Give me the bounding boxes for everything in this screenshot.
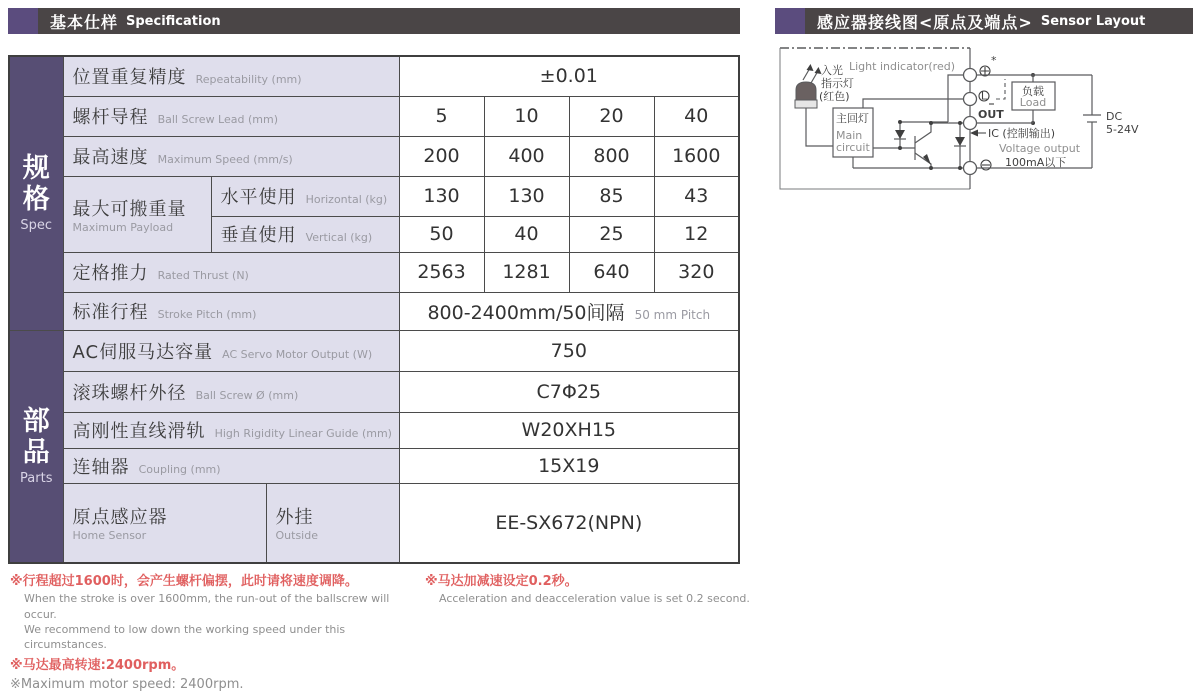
header-title-zh: 感应器接线图<原点及端点>	[817, 12, 1033, 32]
zener-diode-icon	[954, 123, 966, 168]
value-repeatability: ±0.01	[399, 56, 739, 96]
row-rated-thrust	[9, 252, 739, 292]
label-home-sensor	[63, 483, 266, 563]
label-en: Stroke Pitch (mm)	[157, 308, 257, 321]
note-stroke-en1: When the stroke is over 1600mm, the run-out of the ballscrew will occur.	[24, 592, 390, 621]
row-ball-screw-lead	[9, 96, 739, 136]
load-en: Load	[1019, 96, 1047, 109]
value-cell: 40	[484, 216, 569, 252]
value-zh: 800-2400mm/50间隔	[427, 301, 625, 324]
label-vertical	[211, 216, 399, 252]
value-cell: 1600	[654, 136, 739, 176]
value-cell: 85	[569, 176, 654, 216]
light-arrows-icon	[803, 64, 822, 83]
sidebar-parts-en: Parts	[20, 471, 53, 487]
light-indicator-zh-1: 入光	[821, 64, 843, 77]
label-zh: 滚珠螺杆外径	[72, 382, 187, 404]
circle-L-icon	[979, 90, 994, 105]
dc-battery-icon	[1083, 75, 1101, 168]
row-home-sensor	[9, 483, 739, 563]
value-cell: 640	[569, 252, 654, 292]
value-cell: 12	[654, 216, 739, 252]
terminal-minus	[964, 162, 977, 175]
svg-text:L: L	[980, 89, 988, 103]
light-indicator-zh-2: 指示灯	[821, 77, 854, 90]
label-en: Ball Screw Lead (mm)	[157, 113, 278, 126]
load-zh: 负载	[1022, 85, 1044, 98]
light-dashed-wire	[996, 79, 1005, 99]
voltage-output-label: Voltage output	[999, 142, 1081, 155]
main-circuit-en1: Main	[836, 129, 863, 142]
label-en: Home Sensor	[72, 529, 147, 543]
value-cell: 43	[654, 176, 739, 216]
row-payload-horizontal	[9, 176, 739, 216]
header-title-en: Sensor Layout	[1040, 13, 1146, 29]
note-motor-speed-en: ※Maximum motor speed: 2400rpm.	[10, 676, 244, 692]
header-title-zh: 基本仕样	[50, 12, 119, 32]
row-servo-output	[9, 330, 739, 371]
value-servo-output: 750	[399, 330, 739, 371]
terminal-plus	[964, 69, 977, 82]
sidebar-spec-zh: 规格	[22, 153, 50, 216]
label-en: Maximum Payload	[72, 220, 174, 234]
value-cell: 2563	[399, 252, 484, 292]
terminal-light	[964, 93, 977, 106]
label-max-payload	[63, 176, 211, 252]
footnotes-right	[425, 573, 765, 607]
value-ball-screw-dia: C7Φ25	[399, 371, 739, 412]
label-en: AC Servo Motor Output (W)	[222, 347, 373, 361]
header-bar	[805, 8, 1193, 34]
junction-dot	[958, 166, 962, 170]
value-cell: 5	[399, 96, 484, 136]
ic-arrow-icon	[970, 130, 986, 137]
sidebar-parts-zh: 部品	[22, 406, 50, 469]
junction-dot	[958, 121, 962, 125]
value-cell: 130	[484, 176, 569, 216]
label-en: High Rigidity Linear Guide (mm)	[214, 427, 392, 440]
sensor-wiring-diagram	[775, 42, 1200, 200]
sidebar-spec	[9, 56, 63, 330]
accent-square	[8, 8, 38, 34]
label-en: Ball Screw Ø (mm)	[195, 388, 299, 402]
value-cell: 800	[569, 136, 654, 176]
label-en: Coupling (mm)	[138, 462, 221, 476]
section-header-specification	[8, 8, 740, 34]
label-zh: 原点感应器	[72, 507, 168, 529]
label-zh: 连轴器	[72, 456, 130, 478]
row-stroke	[9, 292, 739, 330]
label-stroke	[63, 292, 399, 330]
value-cell: 20	[569, 96, 654, 136]
label-zh: 垂直使用	[220, 225, 297, 246]
label-en: Rated Thrust (N)	[157, 269, 249, 282]
note-stroke-en2: We recommend to low down the working speed under this circumstances.	[24, 622, 346, 652]
value-cell: 200	[399, 136, 484, 176]
label-en: Maximum Speed (mm/s)	[157, 153, 293, 166]
section-header-sensor-layout	[775, 8, 1193, 34]
value-cell: 40	[654, 96, 739, 136]
label-zh: 最大可搬重量	[72, 198, 187, 220]
label-outside	[266, 483, 399, 563]
label-en: Repeatability (mm)	[195, 73, 302, 87]
row-ball-screw-dia	[9, 371, 739, 412]
asterisk: *	[991, 54, 997, 67]
value-cell: 400	[484, 136, 569, 176]
row-repeatability	[9, 56, 739, 96]
junction-dot	[898, 120, 902, 124]
current-limit-label: 100mA以下	[1005, 156, 1067, 169]
footnotes-left	[10, 573, 418, 694]
value-cell: 25	[569, 216, 654, 252]
value-coupling: 15X19	[399, 448, 739, 483]
junction-dot	[929, 166, 933, 170]
label-repeatability	[63, 56, 399, 96]
label-rated-thrust	[63, 252, 399, 292]
note-motor-speed-zh: ※马达最高转速:2400rpm。	[10, 657, 185, 673]
label-max-speed	[63, 136, 399, 176]
value-cell: 1281	[484, 252, 569, 292]
junction-dot	[898, 146, 902, 150]
label-en: Vertical (kg)	[305, 231, 373, 244]
row-max-speed	[9, 136, 739, 176]
light-indicator-zh-3: (红色)	[819, 90, 850, 103]
spec-table	[8, 55, 740, 564]
label-zh: 最高速度	[72, 147, 149, 168]
light-indicator-en: Light indicator(red)	[849, 60, 955, 73]
sidebar-parts	[9, 330, 63, 563]
label-zh: 标准行程	[72, 302, 149, 323]
label-horizontal	[211, 176, 399, 216]
label-zh: 水平使用	[220, 187, 297, 208]
led-lamp-icon	[795, 82, 817, 108]
label-zh: 位置重复精度	[72, 67, 187, 89]
note-accel-zh: ※马达加减速设定0.2秒。	[425, 574, 578, 589]
label-zh: AC伺服马达容量	[72, 341, 214, 363]
dc-voltage-label: 5-24V	[1106, 123, 1139, 136]
out-label: OUT	[978, 108, 1004, 121]
ic-label: IC (控制输出)	[988, 127, 1056, 140]
sidebar-spec-en: Spec	[20, 218, 53, 234]
label-en: Outside	[275, 529, 318, 543]
label-ball-screw-lead	[63, 96, 399, 136]
row-coupling	[9, 448, 739, 483]
header-bar	[38, 8, 740, 34]
label-ball-screw-dia	[63, 371, 399, 412]
main-circuit-zh: 主回灯	[836, 112, 869, 125]
value-stroke	[399, 292, 739, 330]
label-zh: 定格推力	[72, 263, 149, 284]
junction-dot	[929, 121, 933, 125]
label-coupling	[63, 448, 399, 483]
label-linear-guide	[63, 412, 399, 448]
label-zh: 外挂	[275, 507, 314, 529]
label-servo-output	[63, 330, 399, 371]
terminal-out	[964, 117, 977, 130]
main-circuit-en2: circuit	[836, 141, 870, 154]
value-cell: 130	[399, 176, 484, 216]
zener-diode-icon	[894, 122, 906, 148]
value-cell: 50	[399, 216, 484, 252]
value-cell: 10	[484, 96, 569, 136]
row-linear-guide	[9, 412, 739, 448]
value-home-sensor: EE-SX672(NPN)	[399, 483, 739, 563]
dc-label: DC	[1106, 110, 1123, 123]
value-linear-guide: W20XH15	[399, 412, 739, 448]
accent-square	[775, 8, 805, 34]
note-accel-en: Acceleration and deacceleration value is set 0.2 second.	[439, 592, 750, 606]
lamp-wire	[806, 108, 833, 146]
value-en: 50 mm Pitch	[634, 307, 711, 322]
note-stroke-zh: ※行程超过1600时，会产生螺杆偏摆，此时请将速度调降。	[10, 574, 358, 589]
npn-transistor-icon	[915, 123, 931, 168]
label-zh: 高刚性直线滑轨	[72, 421, 206, 442]
label-zh: 螺杆导程	[72, 107, 149, 128]
value-cell: 320	[654, 252, 739, 292]
header-title-en: Specification	[126, 13, 221, 29]
label-en: Horizontal (kg)	[305, 193, 388, 206]
